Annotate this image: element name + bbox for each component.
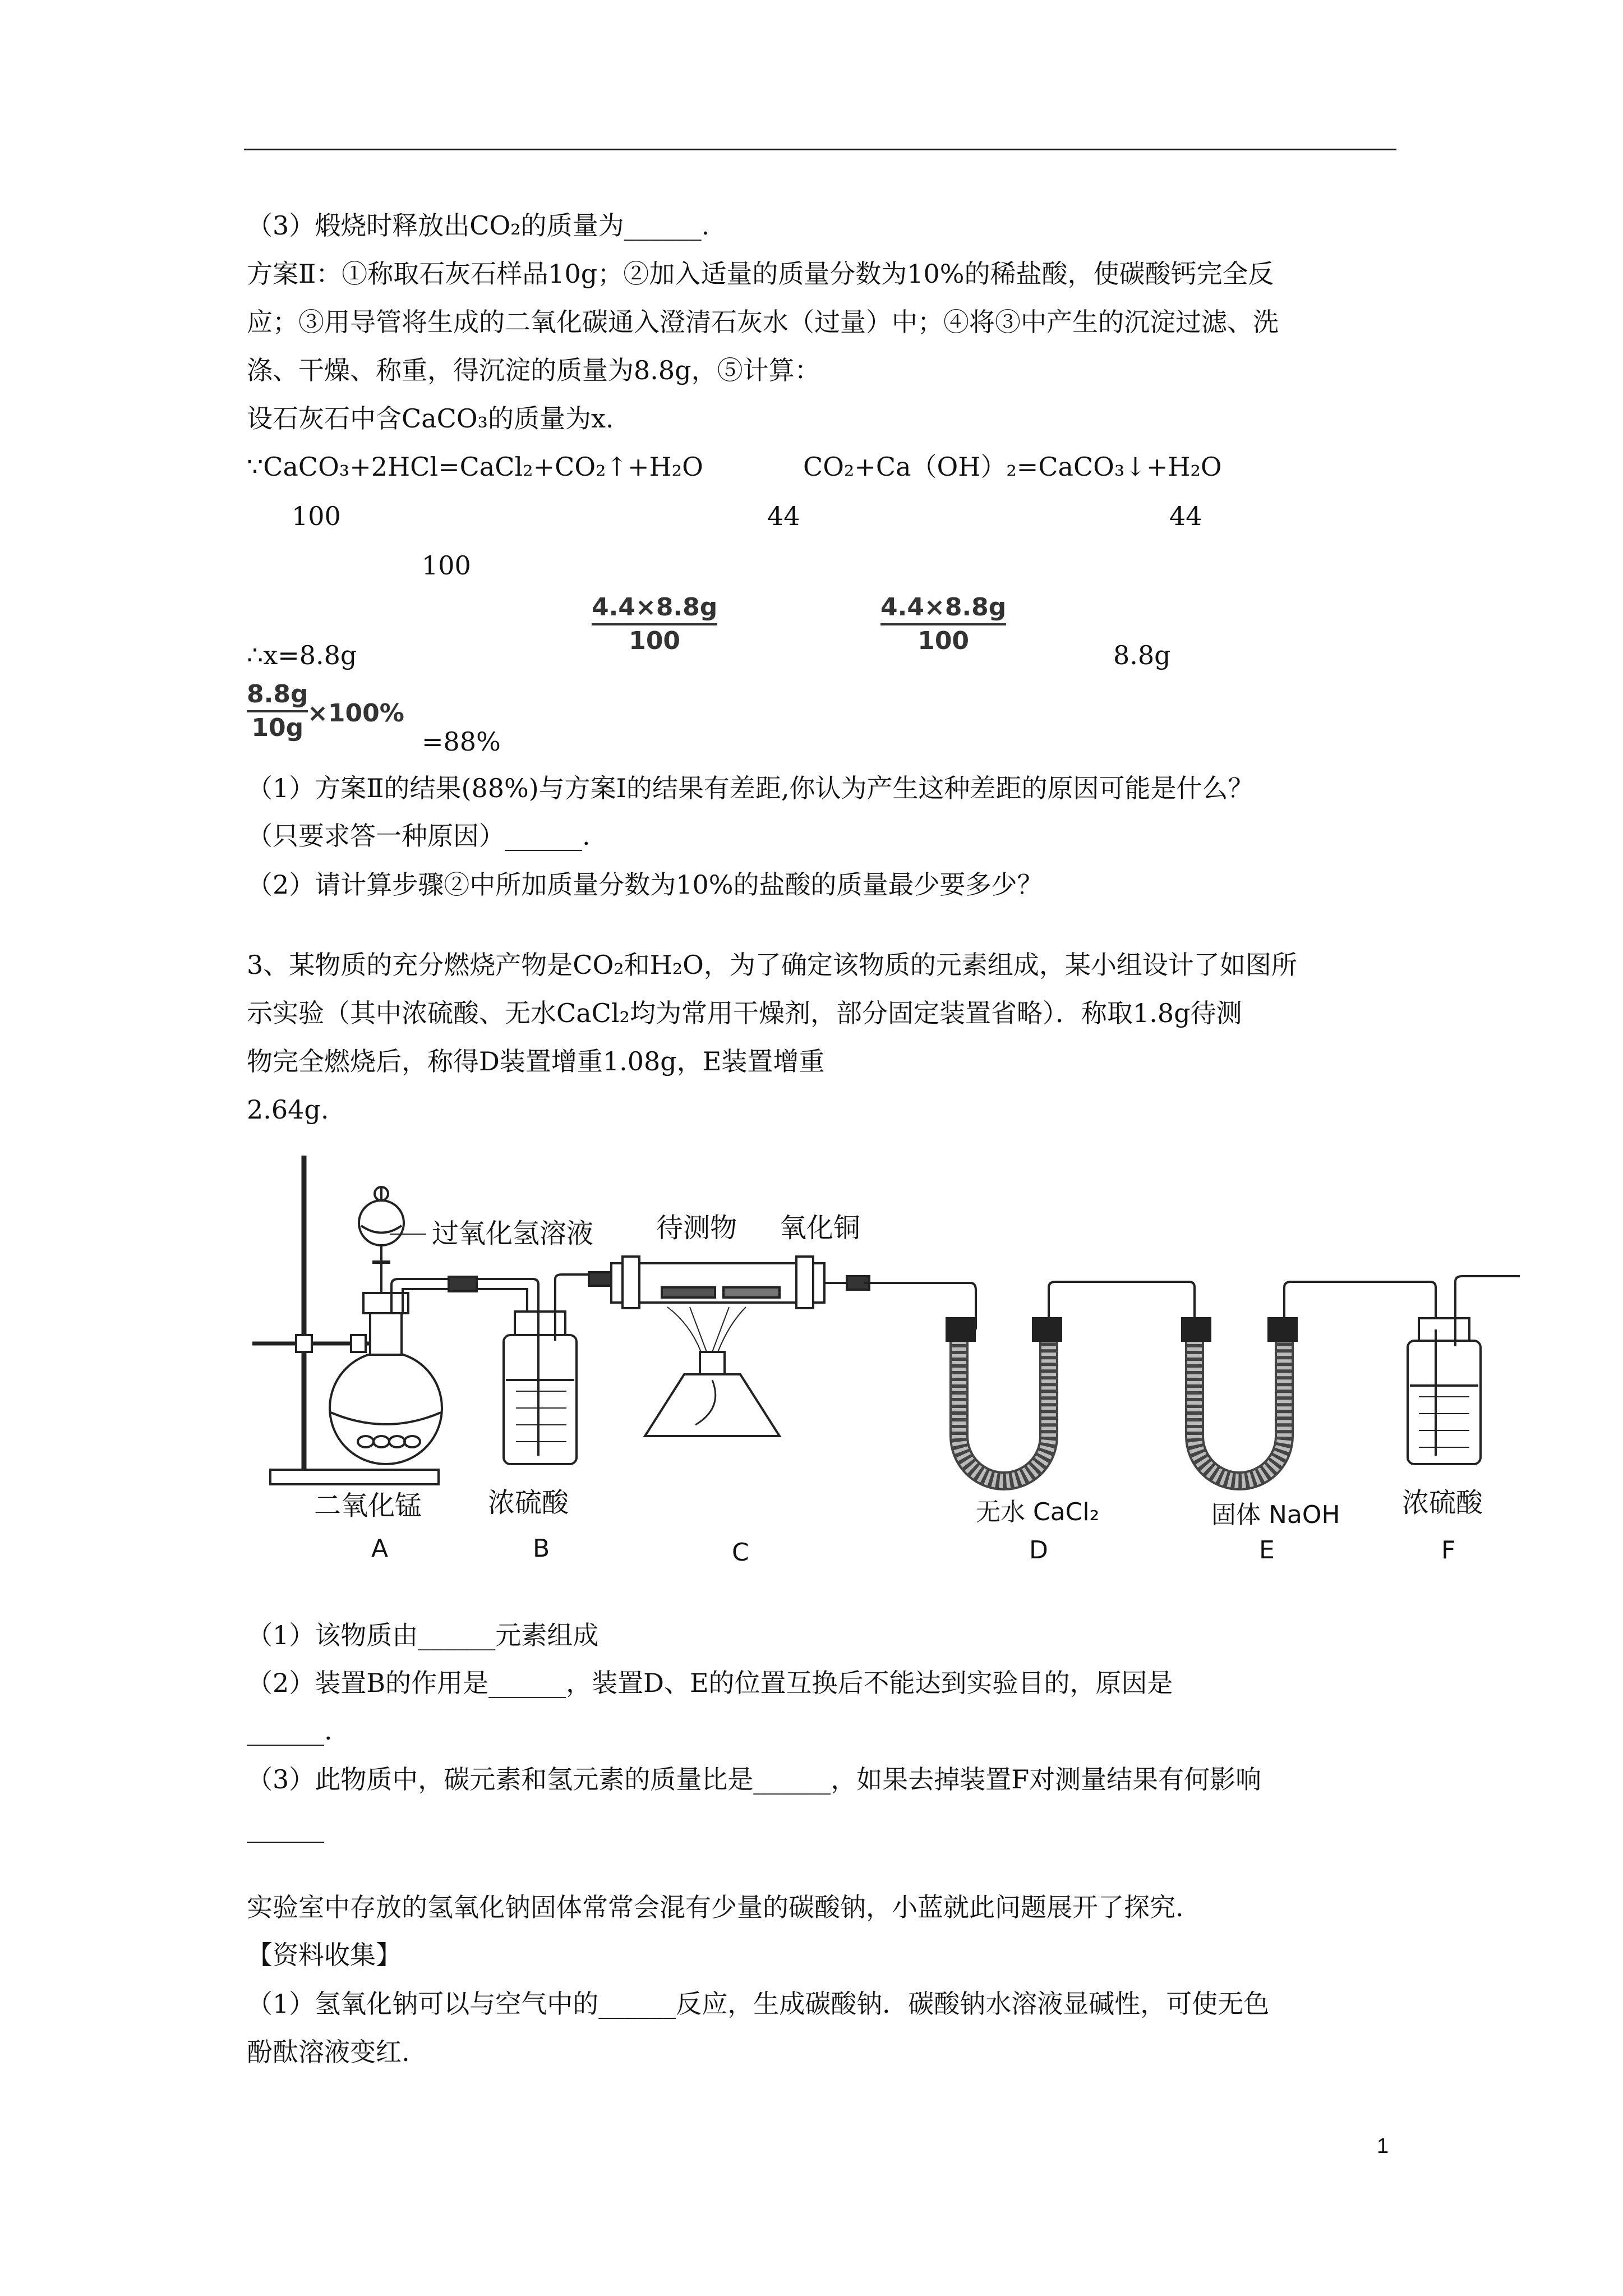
question-2-line: （2）请计算步骤②中所加质量分数为10%的盐酸的质量最少要多少？ <box>247 869 1043 900</box>
problem-3-line-2: 示实验（其中浓硫酸、无水CaCl₂均为常用干燥剂，部分固定装置省略）．称取1.8g待测 <box>247 998 1242 1028</box>
plan-ii-line-2: 应；③用导管将生成的二氧化碳通入澄清石灰水（过量）中；④将③中产生的沉淀过滤、洗 <box>247 307 1279 337</box>
problem-3-line-1: 3、某物质的充分燃烧产物是CO₂和H₂O，为了确定该物质的元素组成，某小组设计了如图所 <box>247 950 1297 980</box>
combustion-tube <box>611 1263 824 1303</box>
equation-1: ∵CaCO₃+2HCl=CaCl₂+CO₂↑+H₂O <box>247 452 703 482</box>
sub-question-3-a: （3）此物质中，碳元素和氢元素的质量比是______，如果去掉装置F对测量结果有何影响 <box>247 1764 1262 1795</box>
lab-question-1-b: 酚酞溶液变红. <box>247 2037 410 2067</box>
question-1-line-b: （只要求答一种原因）______. <box>247 821 591 851</box>
let-x-line: 设石灰石中含CaCO₃的质量为x. <box>247 403 614 434</box>
sub-question-2-b: ______. <box>247 1715 333 1746</box>
ratio-100-b: 100 <box>422 550 471 581</box>
plan-ii-line-1: 方案Ⅱ：①称取石灰石样品10g；②加入适量的质量分数为10%的稀盐酸，使碳酸钙完全反 <box>247 259 1274 289</box>
label-h2o2: 过氧化氢溶液 <box>432 1218 594 1249</box>
ratio-100-a: 100 <box>292 501 341 531</box>
plan-ii-line-3: 涤、干燥、称重，得沉淀的质量为8.8g，⑤计算： <box>247 355 820 385</box>
label-naoh: 固体 NaOH <box>1211 1501 1340 1529</box>
apparatus-diagram <box>241 1144 1520 1571</box>
label-f: F <box>1441 1536 1456 1565</box>
fraction-2-numerator: 4.4×8.8g <box>880 593 1007 622</box>
alcohol-lamp <box>645 1374 780 1436</box>
question-1-line-a: （1）方案Ⅱ的结果(88%)与方案Ⅰ的结果有差距,你认为产生这种差距的原因可能是什么？ <box>247 773 1254 803</box>
separatory-funnel <box>359 1200 404 1245</box>
ratio-44-b: 44 <box>1169 501 1202 531</box>
bottle-b <box>504 1335 577 1464</box>
label-cacl2: 无水 CaCl₂ <box>976 1498 1100 1526</box>
label-d: D <box>1029 1536 1048 1565</box>
stand-base <box>270 1470 439 1484</box>
header-rule <box>244 149 1396 150</box>
precipitate-mass: 8.8g <box>1113 640 1171 670</box>
equation-2: CO₂+Ca（OH）₂=CaCO₃↓+H₂O <box>803 452 1222 482</box>
label-sample: 待测物 <box>656 1212 737 1244</box>
fraction-2-denominator: 100 <box>917 627 970 655</box>
label-cuo: 氧化铜 <box>780 1212 861 1244</box>
fraction-1-denominator: 100 <box>629 627 681 655</box>
fraction-1 <box>592 592 717 657</box>
label-c: C <box>732 1538 749 1567</box>
lab-heading: 【资料收集】 <box>247 1940 402 1970</box>
label-h2so4-b: 浓硫酸 <box>488 1487 569 1519</box>
fraction-3-percent: ×100% <box>307 699 404 728</box>
lab-intro: 实验室中存放的氢氧化钠固体常常会混有少量的碳酸钠，小蓝就此问题展开了探究. <box>247 1892 1184 1922</box>
label-a: A <box>371 1534 389 1563</box>
sub-question-2-a: （2）装置B的作用是______，装置D、E的位置互换后不能达到实验目的，原因是 <box>247 1668 1173 1698</box>
fraction-2 <box>880 592 1006 657</box>
problem-3-line-3: 物完全燃烧后，称得D装置增重1.08g，E装置增重 <box>247 1046 825 1076</box>
label-mno2: 二氧化锰 <box>314 1490 422 1521</box>
ratio-44-a: 44 <box>767 501 800 531</box>
label-h2so4-f: 浓硫酸 <box>1402 1487 1483 1519</box>
fraction-3 <box>247 679 308 744</box>
sub-question-3-b: ______ <box>247 1812 324 1843</box>
sub-question-1: （1）该物质由______元素组成 <box>247 1620 599 1650</box>
x-result: ∴x=8.8g <box>247 640 357 670</box>
label-b: B <box>533 1534 550 1563</box>
label-e: E <box>1259 1536 1275 1565</box>
page-number: 1 <box>1377 2134 1389 2158</box>
bottle-f <box>1408 1341 1481 1464</box>
question-3-line: （3）煅烧时释放出CO₂的质量为______. <box>247 210 710 241</box>
fraction-3-denominator: 10g <box>251 714 304 742</box>
problem-3-line-4: 2.64g. <box>247 1094 329 1125</box>
fraction-3-numerator: 8.8g <box>247 680 308 708</box>
lab-question-1-a: （1）氢氧化钠可以与空气中的______反应，生成碳酸钠．碳酸钠水溶液显碱性，可使无色 <box>247 1989 1270 2019</box>
result-88: =88% <box>422 726 501 757</box>
fraction-1-numerator: 4.4×8.8g <box>592 593 718 622</box>
